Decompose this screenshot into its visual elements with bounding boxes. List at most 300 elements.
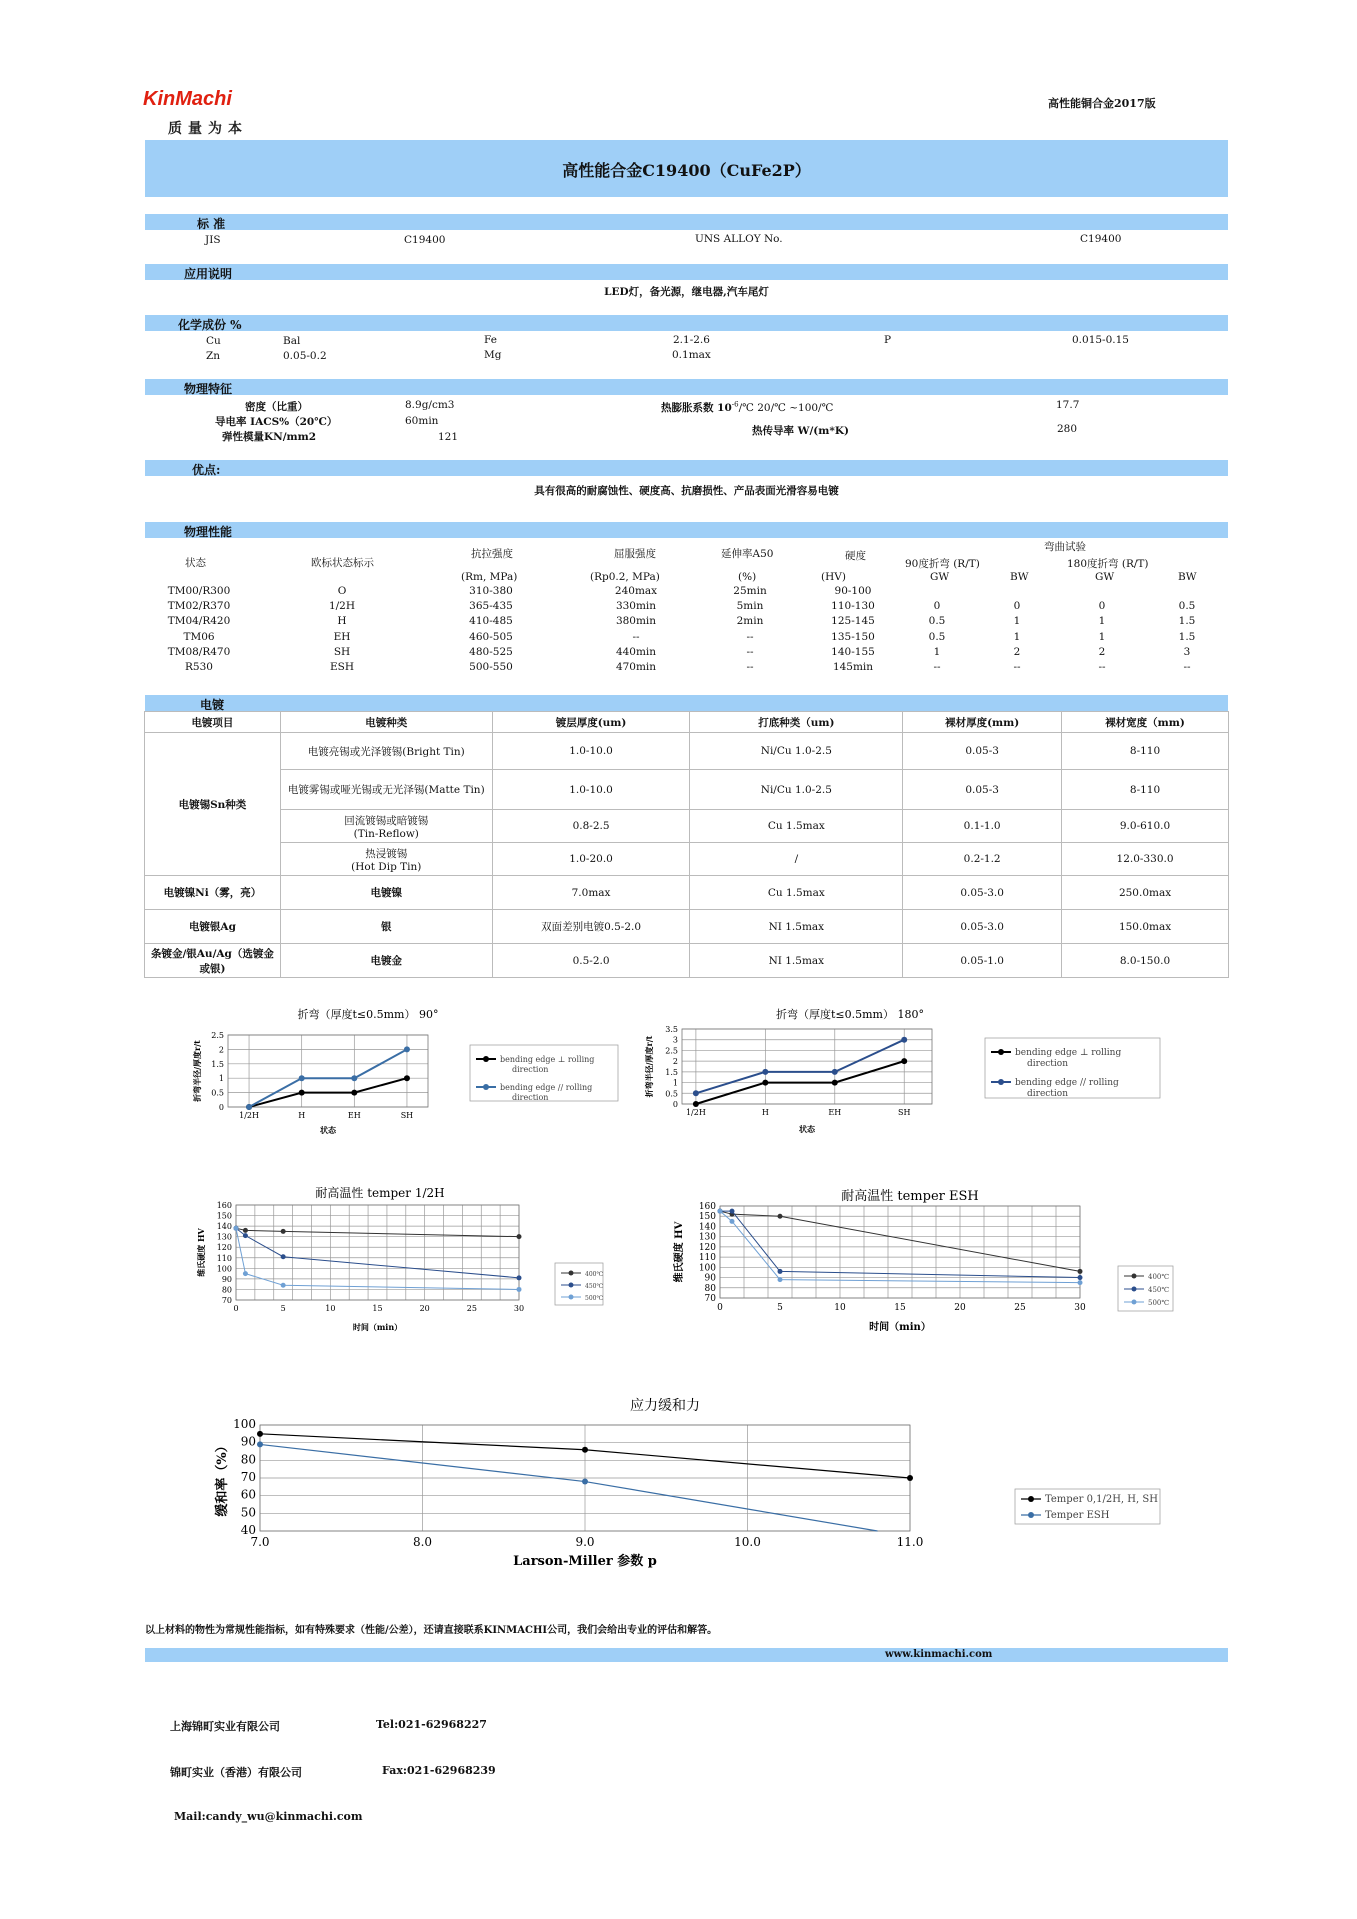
mech-cell: TM02/R370 bbox=[167, 600, 231, 613]
legend-label: Temper 0,1/2H, H, SH bbox=[1045, 1494, 1158, 1505]
section-label-plating: 电镀 bbox=[200, 698, 225, 712]
bend-180-chart bbox=[640, 1000, 1180, 1150]
chart-title: 耐高温性 temper ESH bbox=[841, 1189, 979, 1204]
chem-cu-val: Bal bbox=[283, 335, 301, 347]
mech-cell: 0.5 bbox=[928, 615, 946, 628]
x-tick-label: 0 bbox=[717, 1303, 723, 1313]
thermal-expansion-label: 热膨胀系数 $10^{-6}/℃$ 20/℃ ~100/℃ bbox=[661, 400, 834, 414]
chem-p-val: 0.015-0.15 bbox=[1072, 334, 1129, 346]
legend-label: bending edge ⊥ rolling bbox=[1015, 1048, 1122, 1058]
y-tick-label: 90 bbox=[240, 1434, 256, 1449]
plating-header-cell: 电镀项目 bbox=[145, 712, 281, 733]
header-bw-90: BW bbox=[1010, 571, 1029, 583]
plating-cell: 0.05-3.0 bbox=[903, 910, 1062, 944]
header-hardness: 硬度 bbox=[845, 550, 866, 562]
legend-label: Temper ESH bbox=[1045, 1510, 1110, 1521]
footer-bar bbox=[145, 1648, 1228, 1662]
plating-header-cell: 电镀种类 bbox=[280, 712, 492, 733]
x-tick-label: 20 bbox=[419, 1304, 430, 1313]
y-tick-label: 80 bbox=[221, 1285, 232, 1295]
header-yield-unit: (Rp0.2, MPa) bbox=[590, 571, 660, 583]
company-slogan: 质量为本 bbox=[168, 121, 248, 137]
legend-box bbox=[985, 1038, 1160, 1098]
section-label-phys: 物理特征 bbox=[184, 382, 233, 396]
legend-label: 450℃ bbox=[585, 1283, 604, 1290]
section-bar-phys bbox=[145, 379, 1228, 395]
y-tick-label: 140 bbox=[216, 1222, 232, 1232]
x-tick-label: 15 bbox=[372, 1304, 383, 1313]
x-tick-label: 10 bbox=[834, 1303, 846, 1313]
data-point bbox=[351, 1090, 357, 1096]
y-tick-label: 2.5 bbox=[665, 1046, 678, 1056]
plating-cell: Cu 1.5max bbox=[690, 876, 903, 910]
table-row bbox=[145, 910, 1229, 944]
legend-label: 400℃ bbox=[585, 1271, 604, 1278]
plating-cell: Ni/Cu 1.0-2.5 bbox=[690, 733, 903, 770]
data-point bbox=[299, 1090, 305, 1096]
conductivity-value: 60min bbox=[405, 415, 439, 427]
mech-cell: 135-150 bbox=[831, 630, 875, 643]
mech-cell: TM06 bbox=[183, 630, 215, 643]
plating-cell: NI 1.5max bbox=[690, 910, 903, 944]
data-point bbox=[582, 1447, 588, 1453]
y-tick-label: 70 bbox=[704, 1294, 716, 1304]
plating-cell-sub: (Tin-Reflow) bbox=[353, 827, 419, 840]
advantages-text: 具有很高的耐腐蚀性、硬度高、抗磨损性、产品表面光滑容易电镀 bbox=[534, 485, 839, 497]
y-tick-label: 90 bbox=[221, 1274, 232, 1284]
x-tick-label: 0 bbox=[233, 1304, 239, 1313]
chem-zn-val: 0.05-0.2 bbox=[283, 350, 327, 362]
density-label: 密度（比重） bbox=[245, 401, 308, 413]
y-tick-label: 160 bbox=[698, 1202, 716, 1212]
mech-cell: 470min bbox=[615, 661, 657, 673]
data-point bbox=[1078, 1269, 1083, 1274]
mech-cell: -- bbox=[1183, 661, 1191, 673]
data-point bbox=[517, 1234, 522, 1239]
company-logo: KinMachi bbox=[143, 88, 232, 110]
legend-marker bbox=[483, 1056, 489, 1062]
mech-cell: TM08/R470 bbox=[167, 645, 231, 658]
data-point bbox=[281, 1254, 286, 1259]
chem-zn: Zn bbox=[206, 350, 221, 362]
plot-area bbox=[236, 1205, 519, 1300]
y-tick-label: 160 bbox=[216, 1201, 232, 1210]
data-point bbox=[901, 1037, 907, 1043]
header-tensile: 抗拉强度 bbox=[471, 548, 513, 560]
section-label-mech: 物理性能 bbox=[184, 525, 233, 539]
plating-cell: 0.1-1.0 bbox=[903, 810, 1062, 843]
data-point bbox=[730, 1209, 735, 1214]
section-bar-plating bbox=[145, 695, 1228, 711]
plating-cell: 250.0max bbox=[1062, 876, 1229, 910]
data-point bbox=[404, 1046, 410, 1052]
y-tick-label: 1 bbox=[218, 1074, 224, 1084]
mech-cell: 1 bbox=[1098, 615, 1106, 628]
x-tick-label: 8.0 bbox=[412, 1535, 433, 1549]
data-point bbox=[243, 1228, 248, 1233]
header-yield: 屈服强度 bbox=[614, 548, 656, 560]
series-line bbox=[696, 1040, 904, 1094]
legend-marker bbox=[569, 1271, 574, 1276]
plating-cell: 电镀银Ag bbox=[145, 910, 281, 944]
mech-cell: 480-525 bbox=[469, 645, 513, 658]
section-bar-standard bbox=[145, 214, 1228, 230]
y-tick-label: 110 bbox=[698, 1253, 716, 1264]
legend-marker bbox=[1132, 1274, 1137, 1279]
jis-value: C19400 bbox=[404, 234, 446, 246]
data-point bbox=[762, 1069, 768, 1075]
header-hardness-unit: (HV) bbox=[821, 571, 846, 583]
plating-cell: 8.0-150.0 bbox=[1062, 944, 1229, 978]
website-link[interactable]: www.kinmachi.com bbox=[885, 1649, 993, 1660]
section-label-application: 应用说明 bbox=[184, 267, 233, 281]
data-point bbox=[299, 1075, 305, 1081]
mech-cell: 310-380 bbox=[469, 585, 513, 597]
plating-cell: 9.0-610.0 bbox=[1062, 810, 1229, 843]
mech-cell: 2 bbox=[1013, 645, 1021, 658]
plating-header-row bbox=[145, 712, 1229, 733]
mech-cell: -- bbox=[1013, 661, 1021, 673]
x-tick-label: 10.0 bbox=[734, 1535, 761, 1549]
mech-cell: 330min bbox=[615, 600, 657, 613]
mech-cell: 0 bbox=[1013, 600, 1021, 613]
y-tick-label: 2.5 bbox=[211, 1031, 224, 1040]
mech-cell: 110-130 bbox=[831, 600, 875, 613]
chem-fe: Fe bbox=[484, 334, 497, 346]
table-row bbox=[145, 810, 1229, 843]
y-tick-label: 120 bbox=[698, 1242, 716, 1253]
mech-cell: 380min bbox=[615, 615, 657, 628]
y-tick-label: 150 bbox=[698, 1212, 716, 1223]
mech-cell: -- bbox=[632, 630, 640, 643]
data-point bbox=[257, 1431, 263, 1437]
plating-cell: 1.0-10.0 bbox=[492, 770, 690, 810]
mech-cell: 0 bbox=[1098, 600, 1106, 613]
plating-cell: 电镀镍Ni（雾，亮） bbox=[145, 876, 281, 910]
plating-cell: 双面差别电镀0.5-2.0 bbox=[492, 910, 690, 944]
x-tick-label: 5 bbox=[280, 1304, 286, 1313]
section-label-chem: 化学成份 % bbox=[178, 318, 242, 332]
mech-cell: 1 bbox=[933, 645, 941, 658]
series-line bbox=[236, 1228, 519, 1289]
uns-value: C19400 bbox=[1080, 233, 1122, 245]
company-name-shanghai: 上海锦町实业有限公司 bbox=[170, 1720, 280, 1733]
mech-cell: 0 bbox=[933, 600, 941, 613]
data-point bbox=[730, 1219, 735, 1224]
mech-cell: 125-145 bbox=[831, 615, 875, 628]
y-tick-label: 60 bbox=[240, 1487, 256, 1502]
plating-cell: 0.05-1.0 bbox=[903, 944, 1062, 978]
plating-cell bbox=[280, 843, 492, 876]
header-eu-state: 欧标状态标示 bbox=[311, 557, 374, 569]
section-label-standard: 标 准 bbox=[197, 217, 226, 231]
plating-header-cell: 镀层厚度(um) bbox=[492, 712, 690, 733]
data-point bbox=[901, 1058, 907, 1064]
y-tick-label: 0.5 bbox=[665, 1089, 678, 1099]
legend-label: direction bbox=[1027, 1089, 1069, 1099]
y-tick-label: 80 bbox=[704, 1283, 716, 1294]
heat-conductivity-value: 280 bbox=[1057, 423, 1078, 435]
legend-marker bbox=[1028, 1496, 1034, 1502]
plating-cell: 0.8-2.5 bbox=[492, 810, 690, 843]
x-axis-label: Larson-Miller 参数 p bbox=[513, 1554, 657, 1569]
stress-relaxation-chart bbox=[200, 1390, 1190, 1600]
mech-cell: 140-155 bbox=[831, 645, 875, 658]
data-point bbox=[517, 1287, 522, 1292]
x-tick-label: 1/2H bbox=[239, 1111, 259, 1120]
data-point bbox=[246, 1104, 252, 1110]
x-tick-label: 5 bbox=[777, 1303, 783, 1313]
y-tick-label: 100 bbox=[233, 1417, 256, 1431]
email[interactable]: Mail:candy_wu@kinmachi.com bbox=[174, 1810, 363, 1823]
data-point bbox=[832, 1080, 838, 1086]
chart-title: 折弯（厚度t≤0.5mm） 90° bbox=[297, 1008, 439, 1021]
mech-cell: 240max bbox=[614, 585, 658, 597]
section-label-advantages: 优点: bbox=[192, 463, 221, 477]
mech-cell: EH bbox=[333, 630, 351, 643]
heat-resistance-esh-chart bbox=[660, 1180, 1190, 1360]
data-point bbox=[1078, 1280, 1083, 1285]
y-tick-label: 0.5 bbox=[211, 1088, 224, 1098]
data-point bbox=[351, 1075, 357, 1081]
telephone: Tel:021-62968227 bbox=[376, 1718, 487, 1731]
chart-title: 耐高温性 temper 1/2H bbox=[315, 1186, 445, 1200]
x-tick-label: 15 bbox=[894, 1303, 906, 1313]
legend-marker bbox=[1028, 1512, 1034, 1518]
plating-cell-sub: 或银) bbox=[199, 962, 226, 975]
y-tick-label: 1.5 bbox=[665, 1067, 678, 1077]
data-point bbox=[281, 1283, 286, 1288]
x-tick-label: SH bbox=[400, 1111, 414, 1120]
plating-cell: 电镀金 bbox=[280, 944, 492, 978]
x-tick-label: H bbox=[761, 1108, 769, 1117]
table-row bbox=[145, 843, 1229, 876]
modulus-label: 弹性模量KN/mm2 bbox=[222, 431, 317, 443]
plating-group-sn: 电镀锡Sn种类 bbox=[145, 733, 281, 876]
plating-cell: 电镀雾锡或哑光锡或无光泽锡(Matte Tin) bbox=[280, 770, 492, 810]
mech-cell: -- bbox=[933, 661, 941, 673]
mech-cell: 1 bbox=[1013, 615, 1021, 628]
mech-cell: -- bbox=[746, 645, 754, 658]
x-tick-label: 25 bbox=[466, 1304, 477, 1313]
mech-cell: 440min bbox=[615, 645, 657, 658]
mech-cell: 0.5 bbox=[1178, 600, 1196, 613]
x-tick-label: 20 bbox=[954, 1303, 966, 1313]
plating-cell bbox=[145, 944, 281, 978]
series-line bbox=[236, 1228, 519, 1236]
section-bar-application bbox=[145, 264, 1228, 280]
y-tick-label: 0 bbox=[218, 1103, 224, 1112]
mech-cell: 2min bbox=[736, 615, 764, 628]
y-axis-label: 折弯半径/厚度r/t bbox=[644, 1035, 654, 1098]
plating-cell: 0.05-3.0 bbox=[903, 876, 1062, 910]
legend-label: bending edge // rolling bbox=[500, 1083, 593, 1092]
mech-cell: -- bbox=[746, 630, 754, 643]
mech-cell: 500-550 bbox=[469, 661, 513, 673]
x-tick-label: 1/2H bbox=[685, 1108, 706, 1117]
x-tick-label: 7.0 bbox=[250, 1535, 270, 1549]
plating-cell: 1.0-10.0 bbox=[492, 733, 690, 770]
header-elongation: 延伸率A50 bbox=[721, 548, 774, 560]
heat-resistance-half-hard-chart bbox=[180, 1180, 610, 1360]
y-tick-label: 50 bbox=[240, 1505, 256, 1520]
data-point bbox=[281, 1229, 286, 1234]
y-axis-label: 维氏硬度 HV bbox=[196, 1228, 206, 1277]
legend-label: 500℃ bbox=[585, 1295, 604, 1302]
mech-cell: 90-100 bbox=[834, 585, 872, 597]
plating-table bbox=[144, 711, 1229, 978]
x-tick-label: 11.0 bbox=[896, 1535, 924, 1549]
density-value: 8.9g/cm3 bbox=[405, 399, 455, 411]
plating-cell bbox=[280, 810, 492, 843]
legend-label: direction bbox=[1027, 1059, 1069, 1069]
plating-cell-sub: (Hot Dip Tin) bbox=[351, 860, 422, 873]
chem-mg: Mg bbox=[484, 349, 502, 361]
plating-cell: 0.2-1.2 bbox=[903, 843, 1062, 876]
mech-cell: 1 bbox=[1098, 630, 1106, 643]
mech-cell: 0.5 bbox=[928, 630, 946, 643]
y-tick-label: 70 bbox=[221, 1296, 232, 1305]
series-line bbox=[260, 1444, 878, 1531]
footer-note: 以上材料的物性为常规性能指标，如有特殊要求（性能/公差），还请直接联系KINMACHI公司，我们会给出专业的评估和解答。 bbox=[145, 1625, 718, 1636]
y-axis-label: 缓和率（%） bbox=[215, 1439, 230, 1517]
mech-cell: 25min bbox=[733, 585, 767, 597]
header-bend-test: 弯曲试验 bbox=[1044, 541, 1086, 553]
legend-label: bending edge // rolling bbox=[1015, 1078, 1119, 1088]
table-row bbox=[145, 944, 1229, 978]
x-tick-label: 25 bbox=[1014, 1303, 1026, 1313]
plating-cell-line: 热浸镀锡 bbox=[365, 847, 408, 860]
mech-cell: 1 bbox=[1013, 630, 1021, 643]
plating-cell: 8-110 bbox=[1062, 733, 1229, 770]
y-tick-label: 40 bbox=[240, 1523, 256, 1537]
mech-cell: -- bbox=[1098, 661, 1106, 673]
legend-marker bbox=[569, 1283, 574, 1288]
mech-cell: TM04/R420 bbox=[167, 615, 231, 628]
x-tick-label: 9.0 bbox=[575, 1535, 595, 1549]
x-tick-label: SH bbox=[897, 1108, 911, 1117]
x-axis-label: 时间（min） bbox=[869, 1322, 931, 1333]
y-tick-label: 120 bbox=[216, 1243, 232, 1253]
plating-header-cell: 裸材宽度（mm) bbox=[1062, 712, 1229, 733]
legend-marker bbox=[569, 1295, 574, 1300]
y-tick-label: 0 bbox=[672, 1100, 678, 1109]
data-point bbox=[718, 1209, 723, 1214]
mech-cell: 460-505 bbox=[469, 630, 513, 643]
y-tick-label: 70 bbox=[240, 1470, 256, 1484]
table-row bbox=[145, 770, 1229, 810]
legend-label: 450℃ bbox=[1148, 1286, 1170, 1294]
company-name-hongkong: 锦町实业（香港）有限公司 bbox=[170, 1766, 302, 1779]
y-tick-label: 130 bbox=[216, 1232, 232, 1242]
plating-cell: 12.0-330.0 bbox=[1062, 843, 1229, 876]
table-row bbox=[145, 733, 1229, 770]
plot-area bbox=[228, 1035, 428, 1107]
plating-cell-line: 回流镀锡或暗镀锡 bbox=[344, 814, 429, 827]
header-elongation-unit: (%) bbox=[738, 571, 757, 583]
plating-cell: / bbox=[690, 843, 903, 876]
legend-marker bbox=[483, 1084, 489, 1090]
mech-cell: 2 bbox=[1098, 645, 1106, 658]
mech-cell: R530 bbox=[185, 661, 213, 673]
plating-cell: Ni/Cu 1.0-2.5 bbox=[690, 770, 903, 810]
data-point bbox=[778, 1277, 783, 1282]
page-title: 高性能合金C19400（CuFe2P） bbox=[562, 161, 811, 180]
y-tick-label: 130 bbox=[698, 1232, 716, 1243]
mech-cell: SH bbox=[333, 645, 351, 658]
data-point bbox=[234, 1226, 239, 1231]
y-tick-label: 100 bbox=[216, 1264, 232, 1274]
x-tick-label: 30 bbox=[1074, 1303, 1086, 1313]
plating-cell: 0.5-2.0 bbox=[492, 944, 690, 978]
data-point bbox=[582, 1479, 588, 1485]
plot-area bbox=[720, 1206, 1080, 1298]
data-point bbox=[243, 1271, 248, 1276]
header-gw-180: GW bbox=[1095, 571, 1115, 583]
plating-header-cell: 裸材厚度(mm) bbox=[903, 712, 1062, 733]
mech-cell: TM00/R300 bbox=[167, 585, 231, 597]
mech-cell: 365-435 bbox=[469, 600, 513, 613]
thermal-expansion-value: 17.7 bbox=[1056, 399, 1080, 411]
data-point bbox=[517, 1275, 522, 1280]
plating-cell: 电镀镍 bbox=[280, 876, 492, 910]
legend-label: direction bbox=[512, 1065, 549, 1074]
y-tick-label: 1 bbox=[672, 1078, 678, 1088]
legend-marker bbox=[998, 1079, 1004, 1085]
section-bar-mech bbox=[145, 522, 1228, 538]
section-bar-chem bbox=[145, 315, 1228, 331]
chem-fe-val: 2.1-2.6 bbox=[673, 334, 710, 346]
header-bw-180: BW bbox=[1178, 571, 1197, 583]
modulus-value: 121 bbox=[438, 431, 459, 443]
y-tick-label: 110 bbox=[216, 1253, 232, 1263]
header-bend-90: 90度折弯 (R/T) bbox=[905, 558, 980, 570]
data-point bbox=[778, 1214, 783, 1219]
mech-cell: O bbox=[337, 585, 347, 597]
y-axis-label: 折弯半径/厚度r/t bbox=[192, 1040, 202, 1102]
mech-cell: ESH bbox=[329, 661, 354, 673]
table-row bbox=[145, 876, 1229, 910]
y-tick-label: 150 bbox=[216, 1211, 232, 1221]
data-point bbox=[693, 1090, 699, 1096]
plating-cell: 7.0max bbox=[492, 876, 690, 910]
chart-title: 应力缓和力 bbox=[630, 1398, 700, 1414]
header-bend-180: 180度折弯 (R/T) bbox=[1067, 558, 1149, 570]
plating-cell: 0.05-3 bbox=[903, 770, 1062, 810]
plot-area bbox=[682, 1029, 932, 1104]
legend-marker bbox=[998, 1049, 1004, 1055]
y-tick-label: 2 bbox=[672, 1057, 678, 1067]
plating-cell: 150.0max bbox=[1062, 910, 1229, 944]
data-point bbox=[693, 1101, 699, 1107]
x-axis-label: 时间（min） bbox=[352, 1322, 403, 1332]
plating-cell: 8-110 bbox=[1062, 770, 1229, 810]
mech-cell: 1.5 bbox=[1178, 630, 1196, 643]
jis-label: JIS bbox=[205, 234, 221, 246]
plating-cell: Cu 1.5max bbox=[690, 810, 903, 843]
data-point bbox=[762, 1080, 768, 1086]
chart-title: 折弯（厚度t≤0.5mm） 180° bbox=[776, 1008, 924, 1021]
plating-cell-line: 条镀金/银Au/Ag（选镀金 bbox=[150, 947, 274, 960]
y-tick-label: 1.5 bbox=[211, 1059, 224, 1069]
bend-90-chart bbox=[180, 1000, 630, 1150]
mech-cell: 1.5 bbox=[1178, 615, 1196, 628]
x-tick-label: EH bbox=[347, 1111, 361, 1120]
legend-label: bending edge ⊥ rolling bbox=[500, 1055, 595, 1064]
y-tick-label: 3 bbox=[672, 1035, 678, 1045]
y-tick-label: 90 bbox=[704, 1273, 716, 1284]
chem-cu: Cu bbox=[206, 335, 221, 347]
